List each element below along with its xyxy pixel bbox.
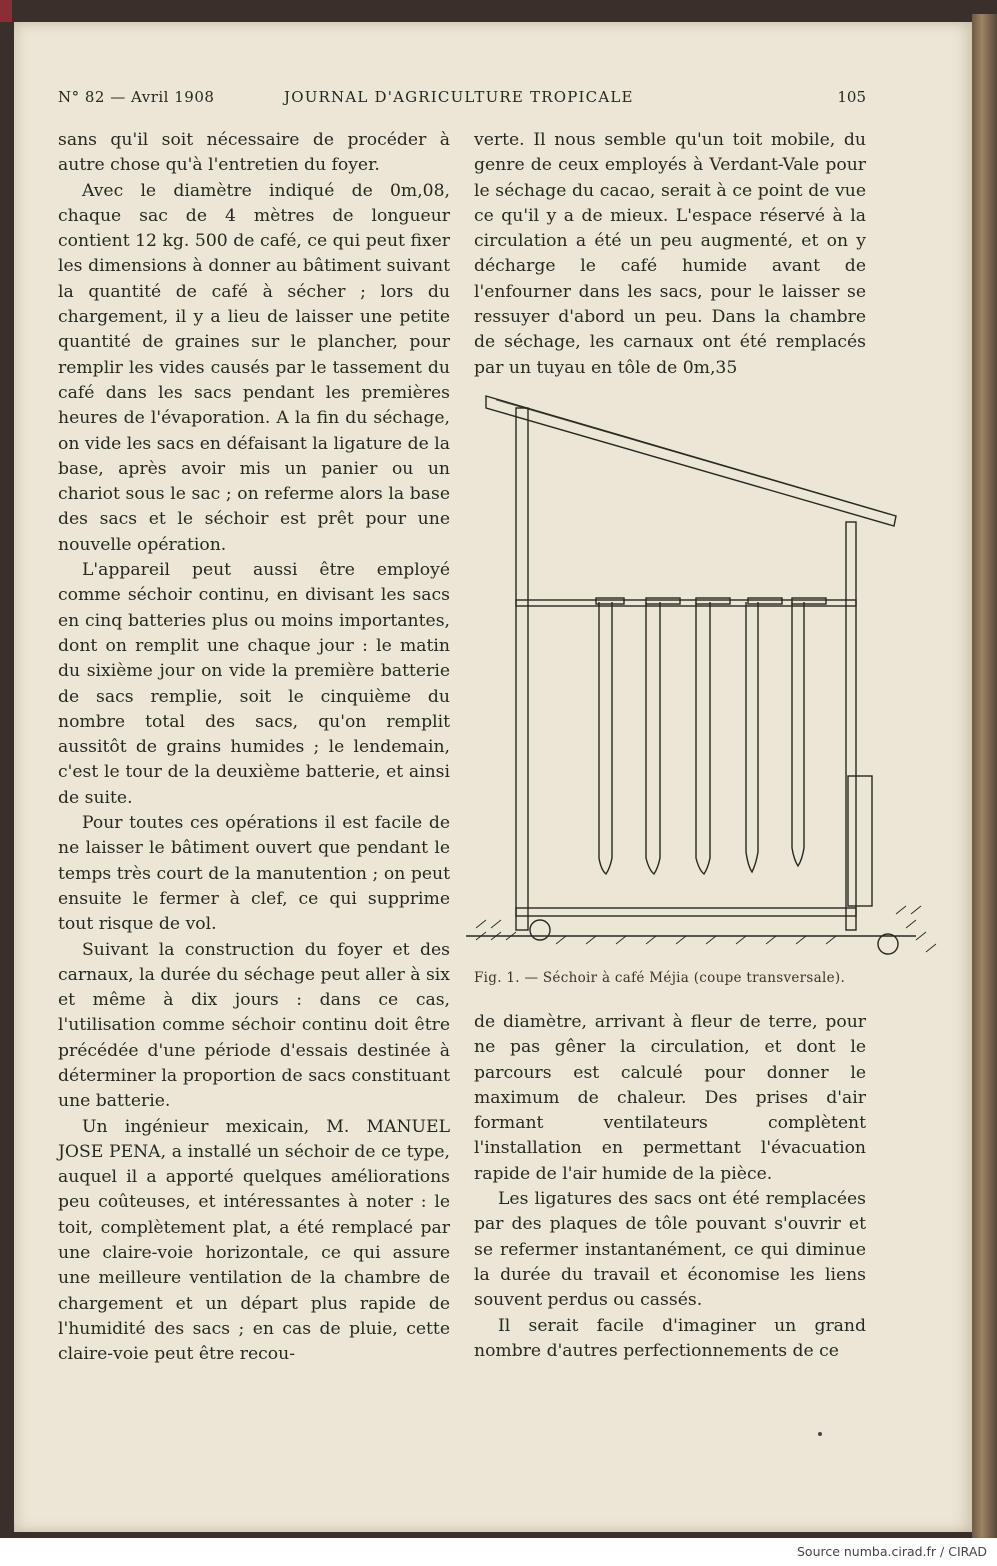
right-column-bottom (474, 1010, 866, 1364)
paragraph: L'appareil peut aussi être employé comme séchoir continu, en divisant les sacs en cinq batteries plus ou moins importantes, dont on remplit une chaque jour : le matin du sixième jour on vide la première batterie de sacs remplie, soit le cinquième du nombre total des sacs, qu'on remplit aussitôt de grains humides ; le lendemain, c'est le tour de la deuxième batterie, et ainsi de suite. (58, 560, 450, 808)
floor (516, 908, 856, 916)
paragraph: Les ligatures des sacs ont été remplacées par des plaques de tôle pouvant s'ouvrir et se refermer instantanément, ce qui diminue la durée du travail et économise les liens souvent perdus ou cassés. (474, 1189, 866, 1311)
left-column (58, 128, 450, 1368)
paragraph: Suivant la construction du foyer et des carnaux, la durée du séchage peut aller à six et même à dix jours : dans ce cas, l'utilisation comme séchoir continu doit être précédée d'une période d'essais destinée à déterminer la proportion de sacs constituant une batterie. (58, 939, 450, 1112)
page-number: 105 (837, 88, 866, 106)
issue-label: N° 82 — Avril 1908 (58, 88, 215, 106)
right-column-top (474, 128, 866, 381)
book-edge (0, 0, 12, 22)
door (848, 776, 872, 906)
heating-pipe-left (530, 920, 550, 940)
paragraph: sans qu'il soit nécessaire de procéder à autre chose qu'à l'entretien du foyer. (58, 130, 450, 176)
figure-caption: Fig. 1. — Séchoir à café Méjia (coupe transversale). (474, 970, 846, 986)
paragraph: Pour toutes ces opérations il est facile de ne laisser le bâtiment ouvert que pendant le temps très court de la manutention ; on peut ensuite le fermer à clef, ce qui supprime tout risque de vol. (58, 813, 450, 935)
paragraph: Il serait facile d'imaginer un grand nombre d'autres perfectionnements de ce (474, 1315, 866, 1361)
running-head (58, 88, 866, 112)
dryer-cross-section-figure (456, 388, 956, 968)
source-credit: Source numba.cirad.fr / CIRAD (796, 1544, 987, 1559)
roof (486, 396, 896, 526)
journal-title: JOURNAL D'AGRICULTURE TROPICALE (284, 88, 634, 106)
paragraph: de diamètre, arrivant à fleur de terre, pour ne pas gêner la circulation, et dont le parcours est calculé pour donner le maximum de chaleur. Des prises d'air formant ventilateurs complètent l'installation en permettant l'évacuation rapide de l'air humide de la pièce. (474, 1012, 866, 1184)
paragraph: Un ingénieur mexicain, M. MANUEL JOSE PENA, a installé un séchoir de ce type, auquel il a apporté quelques améliorations peu coûteuses, et intéressantes à noter : le toit, complètement plat, a été remplacé par une claire-voie horizontale, ce qui assure une meilleure ventilation de la chambre de chargement et un départ plus rapide de l'humidité des sacs ; en cas de pluie, cette claire-voie peut être recou- (58, 1116, 450, 1365)
paragraph: Avec le diamètre indiqué de 0m,08, chaque sac de 4 mètres de longueur contient 12 kg. 500 de café, ce qui peut fixer les dimensions à donner au bâtiment suivant la quantité de café à sécher ; lors du chargement, il y a lieu de laisser une petite quantité de graines sur le plancher, pour remplir les vides causés par le tassement du café dans les sacs pendant les premières heures de l'évaporation. A la fin du séchage, on vide les sacs en défaisant la ligature de la base, après avoir mis un panier ou un chariot sous le sac ; on referme alors la base des sacs et le séchoir est prêt pour une nouvelle opération. (58, 180, 450, 555)
drying-sacks (596, 598, 826, 874)
left-wall (516, 408, 528, 930)
paragraph: verte. Il nous semble qu'un toit mobile, du genre de ceux employés à Verdant-Vale pour le séchage du cacao, serait à ce point de vue ce qu'il y a de mieux. L'espace réservé à la circulation a été un peu augmenté, et on y décharge le café humide avant de l'enfourner dans les sacs, pour le laisser se ressuyer d'abord un peu. Dans la chambre de séchage, les carnaux ont été remplacés par un tuyau en tôle de 0m,35 (474, 130, 866, 378)
ink-speck (818, 1432, 822, 1436)
book-binding (972, 14, 997, 1538)
heating-pipe-right (878, 934, 898, 954)
